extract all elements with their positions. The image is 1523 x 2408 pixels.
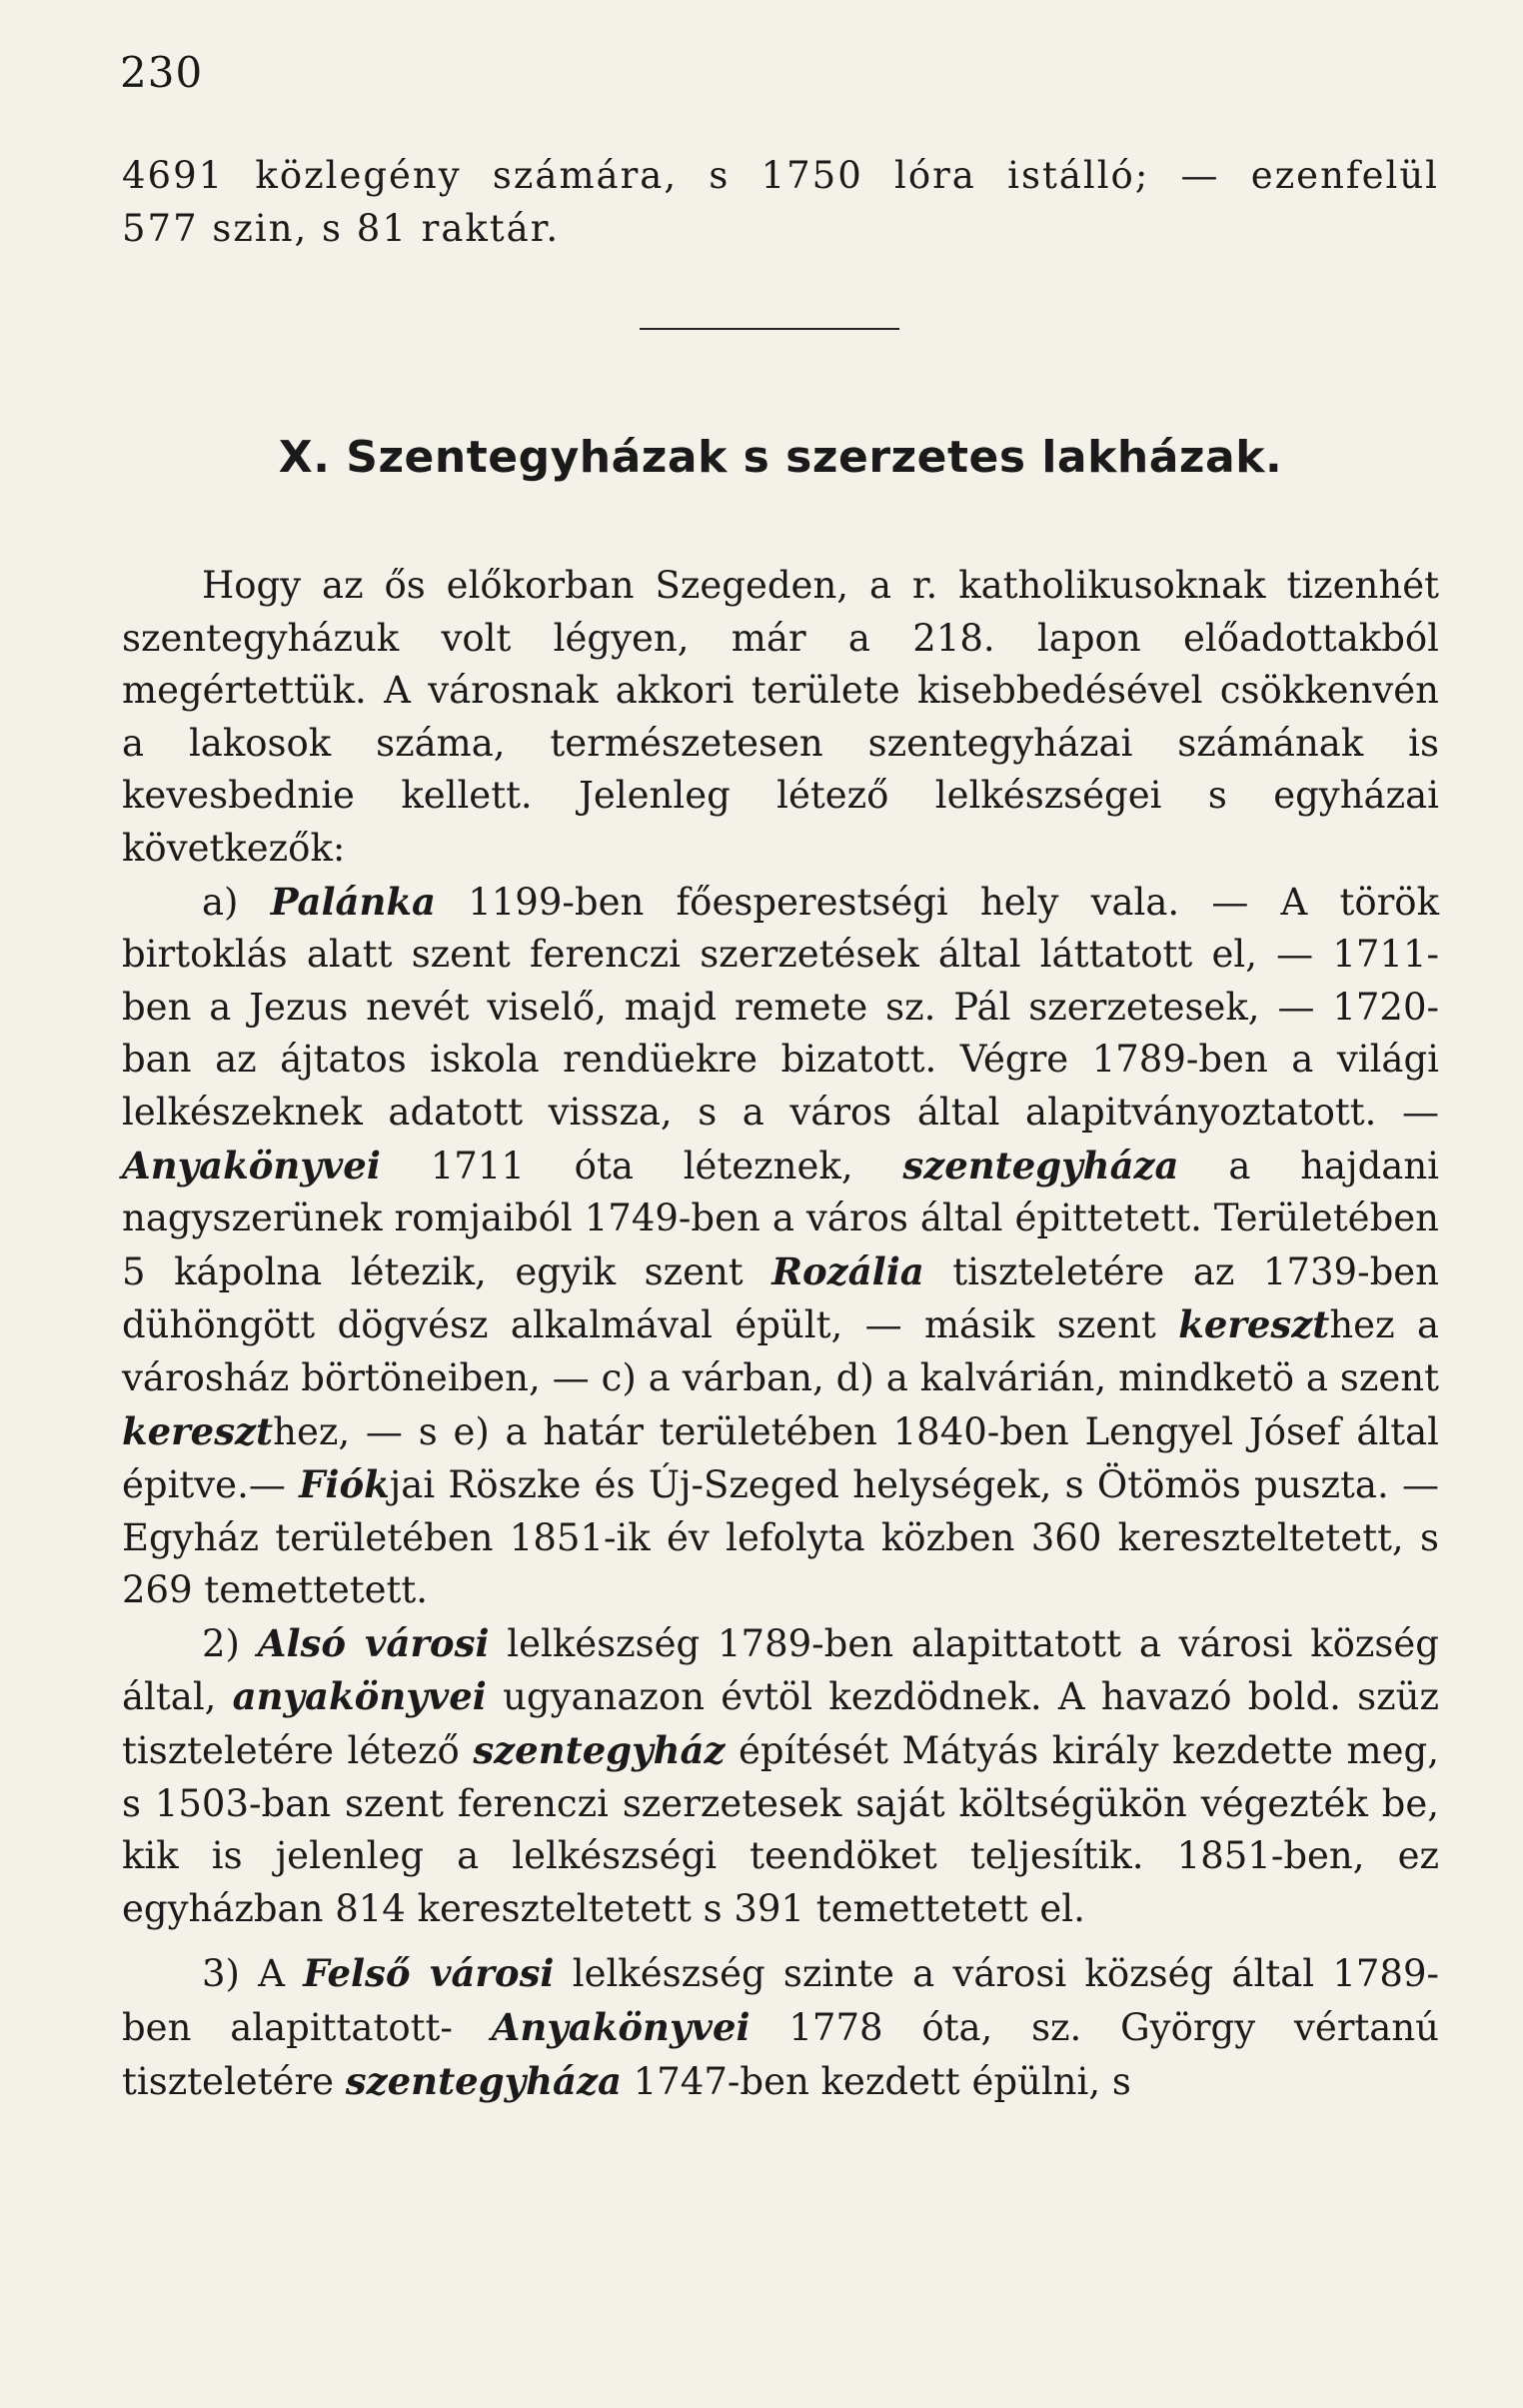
paragraph-intro: Hogy az ős előkorban Szegeden, a r. katholikusoknak tizenhét szentegyházuk volt légyen, már a 218. lapon előadottakból megértettük. A városnak akkori területe kisebbedésével csökkenvén a lakosok száma, természetesen szentegyházai számának is kevesbednie kellett. Jelenleg létező lelkészségei s egyházai következők: <box>122 564 1439 870</box>
emphasis: Anyakönyvei <box>491 2005 751 2050</box>
text-run: 1778 óta, sz. György vértanú tiszteletére <box>122 2006 1439 2103</box>
emphasis: szentegyháza <box>902 1143 1179 1188</box>
body-text <box>122 560 1439 2108</box>
text-run: lelkészség szinte a városi község által 1789-ben alapittatott- <box>122 1952 1440 2050</box>
emphasis: Rozália <box>771 1248 924 1293</box>
paragraph-a-palanka <box>122 876 1439 1617</box>
intro-line-2: 577 szin, s 81 raktár. <box>122 206 561 250</box>
emphasis: anyakönyvei <box>232 1674 487 1719</box>
text-run: 3) A <box>202 1952 304 1996</box>
emphasis: Anyakönyvei <box>122 1143 381 1188</box>
page-number: 230 <box>120 48 204 97</box>
text-run: 1747-ben kezdett épülni, s <box>621 2059 1131 2103</box>
text-run: 1199-ben főesperestségi hely vala. — A török birtoklás alatt szent ferenczi szerzetések által láttatott el, — 1711-ben a Jezus nevét viselő, majd remete sz. Pál szerzetesek, — 1720-ban az ájtatos iskola rendüekre bizatott. Végre 1789-ben a világi lelkészeknek adatott vissza, s a város által alapitványoztatott. — <box>122 880 1439 1134</box>
emphasis: kereszt <box>122 1408 274 1453</box>
text-run: a) <box>202 880 271 924</box>
text-run: a hajdani nagyszerünek romjaiból 1749-ben a város által épittetett. Területében 5 kápolna létezik, egyik szent <box>122 1144 1439 1293</box>
emphasis: szentegyháza <box>345 2058 622 2103</box>
text-run: hez, — s e) a határ területében 1840-ben Lengyel Jósef által épitve.— <box>122 1409 1439 1507</box>
section-divider <box>640 328 899 330</box>
text-run: jai Röszke és Új-Szeged helységek, s Ötömös puszta. — Egyház területében 1851-ik év lefolyta közben 360 kereszteltetett, s 269 temettetett. <box>122 1463 1440 1612</box>
emphasis: Alsó városi <box>257 1620 490 1665</box>
emphasis: kereszt <box>1178 1302 1330 1347</box>
text-run: 2) <box>202 1621 258 1665</box>
intro-text <box>122 150 1439 255</box>
emphasis: szentegyház <box>473 1728 726 1773</box>
intro-line-1: 4691 közlegény számára, s 1750 lóra istálló; — ezenfelül <box>122 154 1439 197</box>
section-heading: X. Szentegyházak s szerzetes lakházak. <box>278 432 1283 483</box>
text-run: 1711 óta léteznek, <box>380 1144 903 1188</box>
paragraph-3-felso-varosi <box>122 1947 1439 2108</box>
emphasis: Palánka <box>270 879 437 924</box>
emphasis: Felső városi <box>303 1951 555 1996</box>
text-run: építését Mátyás király kezdette meg, s 1503-ban szent ferenczi szerzetesek saját költségükön végezték be, kik is jelenleg a lelkészségi teendöket teljesítik. 1851-ben, ez egyházban 814 kereszteltetett s 391 temettetett el. <box>122 1729 1439 1930</box>
paragraph-2-also-varosi <box>122 1617 1439 1936</box>
text-run: ugyanazon évtöl kezdödnek. A havazó bold. szüz tiszteletére létező <box>122 1675 1439 1773</box>
text-run: tiszteletére az 1739-ben dühöngött dögvész alkalmával épült, — másik szent <box>122 1249 1439 1347</box>
text-run: lelkészség 1789-ben alapittatott a városi község által, <box>122 1621 1439 1719</box>
text-run: hez a városház börtöneiben, — c) a várban, d) a kalvárián, mindketö a szent <box>122 1303 1439 1399</box>
emphasis: Fiók <box>299 1462 390 1507</box>
